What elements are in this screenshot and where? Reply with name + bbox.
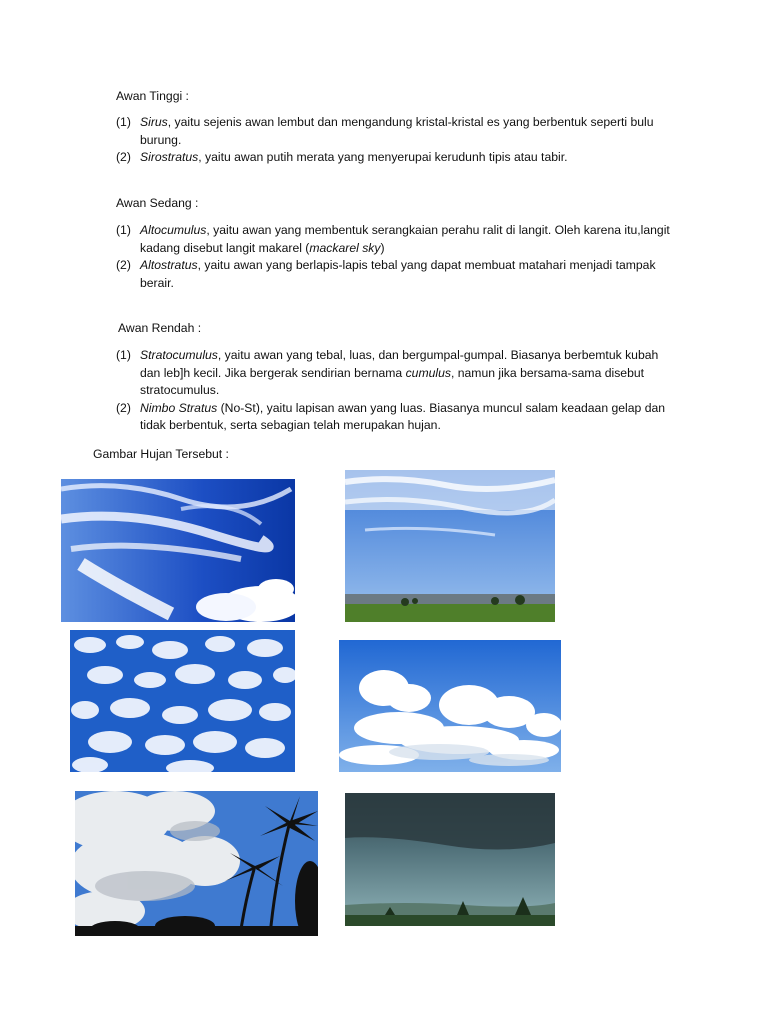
cloud-term-secondary: mackarel sky <box>309 240 381 255</box>
item-text-end: , namun jika bersama-sama disebut stratocumulus. <box>140 365 645 397</box>
item-text: , yaitu awan yang tebal, luas, dan bergumpal-gumpal. Biasanya berbemtuk kubah dan leb]h kecil. Jika bergerak sendirian bernama <box>140 348 659 380</box>
list-number: (1) <box>116 348 131 362</box>
item-text: , yaitu awan putih merata yang menyerupai kerudunh tipis atau tabir. <box>198 150 568 164</box>
gallery-title: Gambar Hujan Tersebut : <box>93 447 229 461</box>
cloud-photo-nimbostratus <box>345 793 555 926</box>
list-number: (1) <box>116 115 131 129</box>
list-number: (2) <box>116 258 131 272</box>
item-text: , yaitu sejenis awan lembut dan mengandung kristal-kristal es yang berbentuk seperti bulu burung. <box>140 115 654 147</box>
list-awan-rendah <box>116 347 676 435</box>
list-number: (2) <box>116 400 131 415</box>
cloud-term: Nimbo Stratus <box>140 400 218 415</box>
item-text: (No-St), yaitu lapisan awan yang luas. Biasanya muncul salam keadaan gelap dan tidak berbentuk, serta sebagian telah merupakan hujan. <box>140 400 666 432</box>
cloud-photo-cirrus <box>61 479 295 622</box>
list-awan-tinggi <box>116 114 676 167</box>
cloud-photo-cirrostratus <box>345 470 555 622</box>
list-item <box>116 149 676 167</box>
list-awan-sedang <box>116 222 676 292</box>
cloud-photo-altocumulus <box>70 630 295 772</box>
cloud-photo-stratocumulus <box>75 791 318 936</box>
list-number: (1) <box>116 223 131 237</box>
list-item <box>116 347 676 400</box>
cloud-term: Sirostratus <box>140 150 199 164</box>
cloud-term: Stratocumulus <box>140 348 218 362</box>
cloud-term: Sirus <box>140 115 168 129</box>
item-text: , yaitu awan yang berlapis-lapis tebal yang dapat membuat matahari menjadi tampak berair. <box>140 258 656 290</box>
item-text-end: ) <box>380 240 385 255</box>
section-title-awan-rendah: Awan Rendah : <box>118 321 202 335</box>
list-item <box>116 400 676 435</box>
cloud-term-secondary: cumulus <box>405 365 451 380</box>
section-title-awan-sedang: Awan Sedang : <box>116 196 199 210</box>
cloud-photo-cumulus <box>339 640 561 772</box>
list-item <box>116 222 676 257</box>
list-item <box>116 114 676 149</box>
cloud-term: Altocumulus <box>140 223 207 237</box>
list-item <box>116 257 676 292</box>
cloud-term: Altostratus <box>140 258 198 272</box>
item-text: , yaitu awan yang membentuk serangkaian perahu ralit di langit. Oleh karena itu,langit kadang disebut langit makarel ( <box>140 223 670 255</box>
section-title-awan-tinggi: Awan Tinggi : <box>116 89 189 103</box>
list-number: (2) <box>116 150 131 164</box>
